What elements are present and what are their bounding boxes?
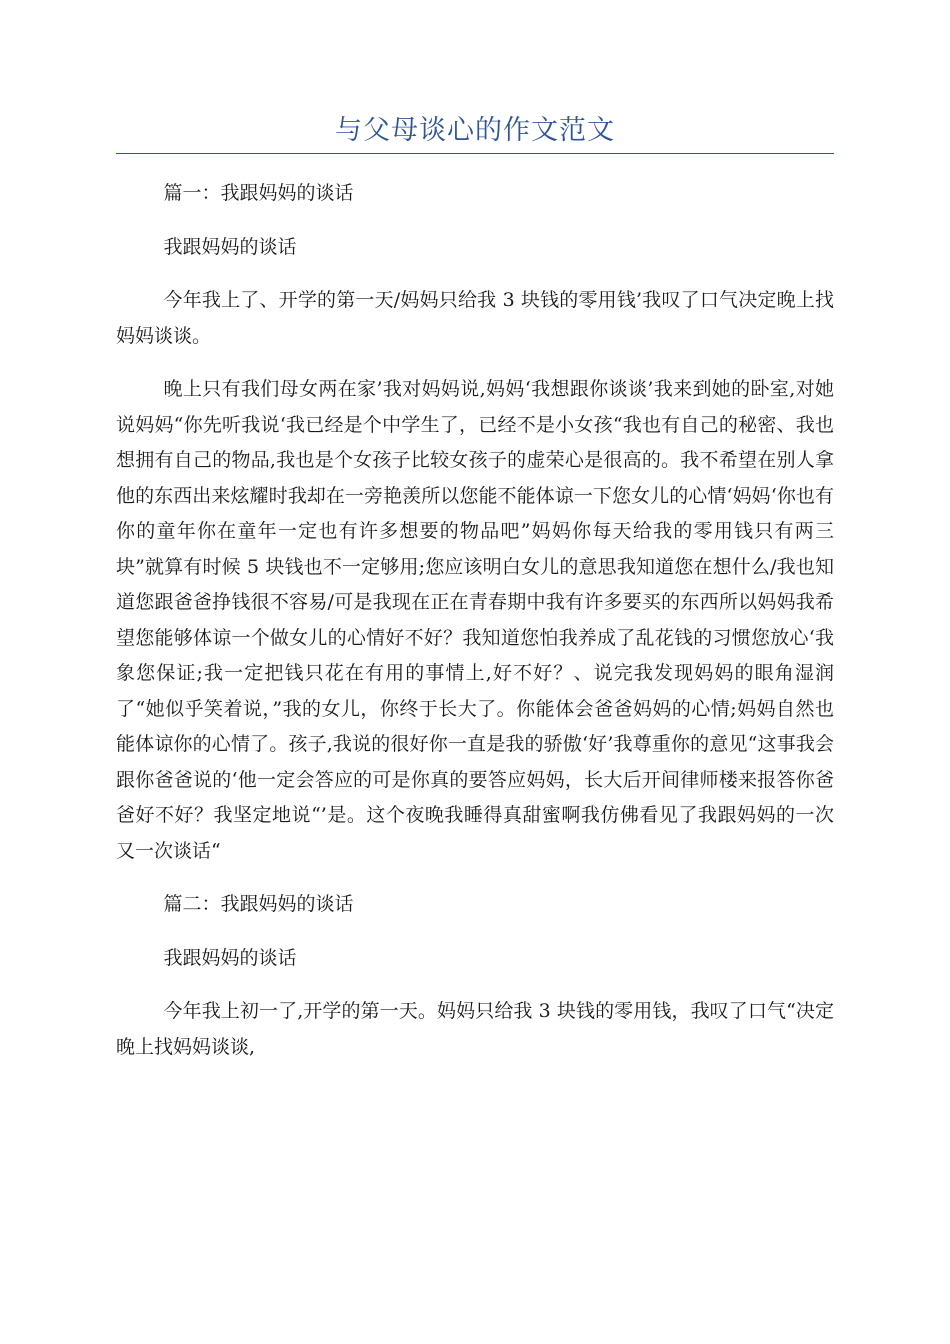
- document-body: [116, 176, 834, 1083]
- paragraph-intro-2: 今年我上初一了,开学的第一天。妈妈只给我 3 块钱的零用钱，我叹了口气“决定晚上找妈妈谈谈,: [116, 1000, 834, 1058]
- title-underline: [116, 153, 834, 154]
- paragraph-intro-1: 今年我上了、开学的第一天/妈妈只给我 3 块钱的零用钱’我叹了口气决定晚上找妈妈谈谈。: [116, 289, 834, 347]
- paragraph-main-1: 晚上只有我们母女两在家’我对妈妈说,妈妈‘我想跟你谈谈’我来到她的卧室,对她说妈妈“你先听我说‘我已经是个中学生了，已经不是小女孩“我也有自己的秘密、我也想拥有自己的物品,我也是个女孩子比较女孩子的虚荣心是很高的。我不希望在别人拿他的东西出来炫耀时我却在一旁艳羡所以您能不能体谅一下您女儿的心情‘妈妈‘你也有你的童年你在童年一定也有许多想要的物品吧”妈妈你每天给我的零用钱只有两三块”就算有时候 5 块钱也不一定够用;您应该明白女儿的意思我知道您在想什么/我也知道您跟爸爸挣钱很不容易/可是我现在正在青春期中我有许多要买的东西所以妈妈我希望您能够体谅一个做女儿的心情好不好？我知道您怕我养成了乱花钱的习惯您放心‘我象您保证;我一定把钱只花在有用的事情上,好不好？、说完我发现妈妈的眼角湿润了“她似乎笑着说，”我的女儿，你终于长大了。你能体会爸爸妈妈的心情;妈妈自然也能体谅你的心情了。孩子,我说的很好你一直是我的骄傲‘好’我尊重你的意见“这事我会跟你爸爸说的‘他一定会答应的可是你真的要答应妈妈，长大后开间律师楼来报答你爸爸好不好？我坚定地说“’是。这个夜晚我睡得真甜蜜啊我仿佛看见了我跟妈妈的一次又一次谈话“: [116, 378, 834, 862]
- document-title: 与父母谈心的作文范文: [335, 115, 615, 146]
- section-heading-2: 篇二：我跟妈妈的谈话: [163, 893, 354, 915]
- section-subtitle-2: 我跟妈妈的谈话: [163, 946, 297, 969]
- section-subtitle-1: 我跟妈妈的谈话: [163, 235, 297, 258]
- section-heading-1: 篇一：我跟妈妈的谈话: [163, 182, 354, 204]
